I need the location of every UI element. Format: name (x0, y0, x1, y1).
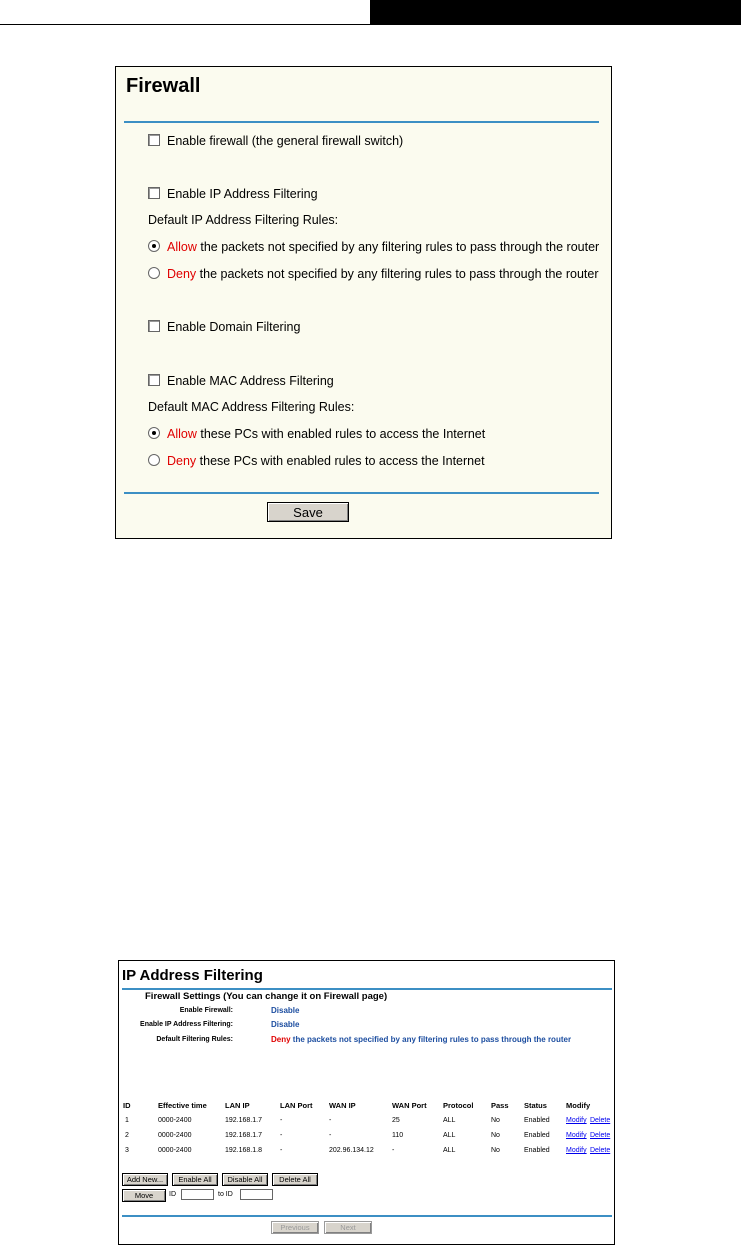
col-header-wan-ip: WAN IP (329, 1101, 356, 1110)
row1-id: 1 (125, 1117, 129, 1124)
row3-modify-link[interactable]: Modify (566, 1147, 587, 1154)
row3-delete-link[interactable]: Delete (590, 1147, 611, 1154)
row1-lan-port: - (280, 1117, 283, 1124)
previous-button[interactable]: Previous (271, 1221, 319, 1234)
col-header-modify: Modify (566, 1101, 591, 1110)
row3-pass: No (491, 1147, 500, 1154)
row1-wan-ip: - (329, 1117, 332, 1124)
col-header-lan-port: LAN Port (280, 1101, 313, 1110)
row2-pass: No (491, 1132, 500, 1139)
save-button[interactable]: Save (267, 502, 349, 522)
row2-protocol: ALL (443, 1132, 456, 1139)
col-header-pass: Pass (491, 1101, 509, 1110)
enable-domain-filtering-option[interactable]: Enable Domain Filtering (148, 320, 300, 334)
bottom-divider (124, 492, 599, 494)
row3-protocol: ALL (443, 1147, 456, 1154)
enable-firewall-label: Enable Firewall: (179, 1007, 233, 1014)
row3-id: 3 (125, 1147, 129, 1154)
enable-ip-filtering-option[interactable]: Enable IP Address Filtering (148, 187, 318, 201)
title-divider (124, 121, 599, 123)
ip-filtering-title: IP Address Filtering (122, 967, 263, 984)
enable-ip-filtering-checkbox[interactable] (148, 187, 160, 199)
ip-allow-radio[interactable] (148, 240, 160, 252)
firewall-settings-heading: Firewall Settings (You can change it on Firewall page) (145, 991, 388, 1002)
row1-pass: No (491, 1117, 500, 1124)
row1-status: Enabled (524, 1117, 550, 1124)
col-header-lan-ip: LAN IP (225, 1101, 250, 1110)
col-header-protocol: Protocol (443, 1101, 474, 1110)
enable-mac-filtering-option[interactable]: Enable MAC Address Filtering (148, 374, 334, 388)
row2-modify-link[interactable]: Modify (566, 1132, 587, 1139)
row2-delete-link[interactable]: Delete (590, 1132, 611, 1139)
row2-status: Enabled (524, 1132, 550, 1139)
row1-protocol: ALL (443, 1117, 456, 1124)
ip-allow-option[interactable]: Allow the packets not specified by any filtering rules to pass through the router (148, 240, 599, 254)
next-button[interactable]: Next (324, 1221, 372, 1234)
ip-rules-label: Default IP Address Filtering Rules: (148, 213, 339, 227)
row1-wan-port: 25 (392, 1117, 400, 1124)
default-filtering-rules-value: Deny the packets not specified by any filtering rules to pass through the router (271, 1035, 572, 1044)
disable-all-button[interactable]: Disable All (222, 1173, 268, 1186)
col-header-wan-port: WAN Port (392, 1101, 427, 1110)
row3-wan-ip: 202.96.134.12 (329, 1147, 374, 1154)
enable-domain-filtering-checkbox[interactable] (148, 320, 160, 332)
firewall-title: Firewall (126, 75, 201, 97)
firewall-panel (115, 66, 612, 539)
move-to-id-input[interactable] (240, 1189, 273, 1200)
add-new-button[interactable]: Add New... (122, 1173, 168, 1186)
ip-filtering-panel (118, 960, 615, 1245)
row1-delete-link[interactable]: Delete (590, 1117, 611, 1124)
enable-firewall-value: Disable (271, 1006, 300, 1015)
row3-lan-ip: 192.168.1.8 (225, 1147, 262, 1154)
row3-time: 0000-2400 (158, 1147, 192, 1154)
ip-deny-radio[interactable] (148, 267, 160, 279)
enable-all-button[interactable]: Enable All (172, 1173, 218, 1186)
row3-wan-port: - (392, 1147, 395, 1154)
enable-ip-filtering-label: Enable IP Address Filtering: (140, 1021, 233, 1028)
mac-allow-option[interactable]: Allow these PCs with enabled rules to access the Internet (148, 427, 485, 441)
row2-wan-ip: - (329, 1132, 332, 1139)
row3-lan-port: - (280, 1147, 283, 1154)
row2-lan-port: - (280, 1132, 283, 1139)
row2-time: 0000-2400 (158, 1132, 192, 1139)
move-button[interactable]: Move (122, 1189, 166, 1202)
header-bar (370, 0, 741, 25)
move-to-id-label: to ID (218, 1191, 233, 1198)
ip-deny-option[interactable]: Deny the packets not specified by any filtering rules to pass through the router (148, 267, 599, 281)
enable-mac-filtering-checkbox[interactable] (148, 374, 160, 386)
move-id-label: ID (169, 1191, 176, 1198)
enable-firewall-checkbox[interactable] (148, 134, 160, 146)
delete-all-button[interactable]: Delete All (272, 1173, 318, 1186)
mac-deny-radio[interactable] (148, 454, 160, 466)
col-header-effective-time: Effective time (158, 1101, 207, 1110)
row2-lan-ip: 192.168.1.7 (225, 1132, 262, 1139)
row1-time: 0000-2400 (158, 1117, 192, 1124)
col-header-status: Status (524, 1101, 547, 1110)
enable-ip-filtering-value: Disable (271, 1020, 300, 1029)
col-header-id: ID (123, 1101, 131, 1110)
default-filtering-rules-label: Default Filtering Rules: (156, 1036, 233, 1043)
move-from-id-input[interactable] (181, 1189, 214, 1200)
row1-modify-link[interactable]: Modify (566, 1117, 587, 1124)
mac-rules-label: Default MAC Address Filtering Rules: (148, 400, 355, 414)
mac-deny-option[interactable]: Deny these PCs with enabled rules to access the Internet (148, 454, 485, 468)
row2-wan-port: 110 (392, 1132, 404, 1139)
ip-bottom-divider (122, 1215, 612, 1217)
ip-title-divider (122, 988, 612, 990)
mac-allow-radio[interactable] (148, 427, 160, 439)
row1-lan-ip: 192.168.1.7 (225, 1117, 262, 1124)
enable-firewall-option[interactable]: Enable firewall (the general firewall switch) (148, 134, 403, 148)
row3-status: Enabled (524, 1147, 550, 1154)
row2-id: 2 (125, 1132, 129, 1139)
